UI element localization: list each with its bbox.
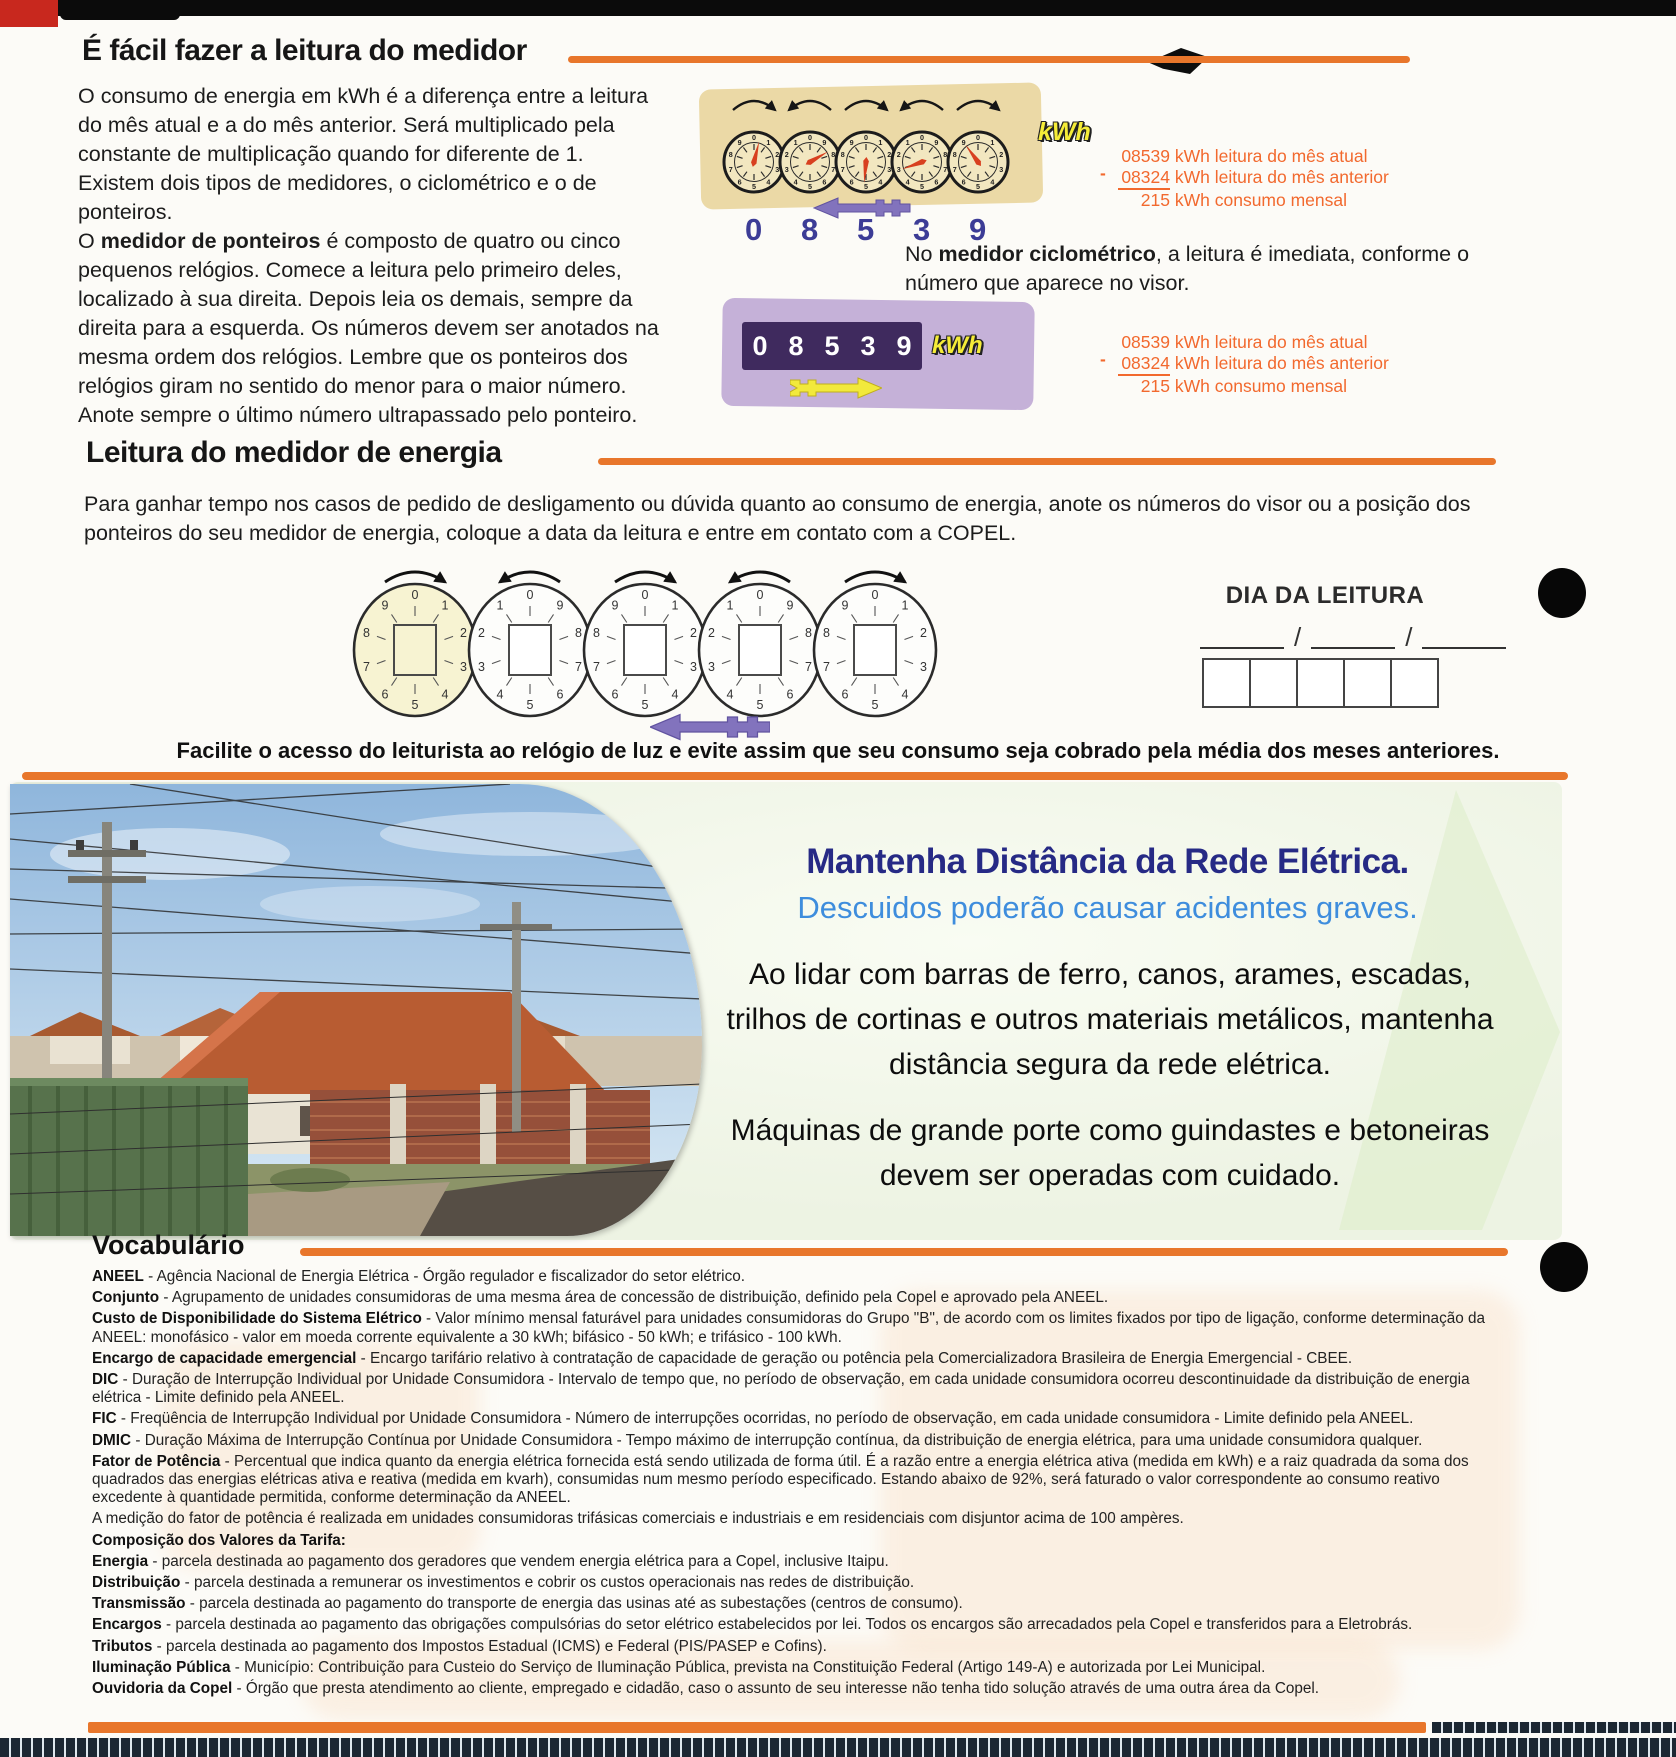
right-arrow-icon — [790, 376, 882, 400]
vocab-entry: A medição do fator de potência é realizada em unidades consumidoras trifásicas comerciais e industriais e em residenciais com disjuntor acima de 100 ampères. — [92, 1510, 1184, 1528]
digit-box — [1251, 660, 1298, 706]
svg-text:3: 3 — [690, 659, 697, 674]
reading-day-label: DIA DA LEITURA — [1225, 582, 1425, 609]
svg-text:1: 1 — [901, 598, 909, 613]
dial-digit: 5 — [857, 212, 875, 247]
dial-digit: 0 — [745, 212, 763, 247]
svg-text:6: 6 — [849, 177, 854, 187]
svg-text:4: 4 — [990, 177, 995, 187]
vocab-entry: Encargos - parcela destinada ao pagamento das obrigações compulsórias do setor elétrico estabelecidos por lei. Todos os encargos são arrecadados pela Copel e transferidos para a Eletrobrás. — [92, 1616, 1413, 1634]
svg-text:8: 8 — [805, 626, 812, 641]
svg-text:8: 8 — [823, 626, 830, 641]
svg-text:3: 3 — [708, 659, 715, 674]
svg-text:7: 7 — [805, 659, 812, 674]
calc-label: kWh leitura do mês anterior — [1174, 353, 1389, 373]
svg-text:9: 9 — [381, 598, 389, 613]
date-blank-segment — [1200, 625, 1284, 649]
svg-text:8: 8 — [728, 150, 733, 160]
svg-text:4: 4 — [671, 687, 679, 702]
scan-edge-bottom — [0, 1738, 1676, 1757]
vocab-entry: ANEEL - Agência Nacional de Energia Elétrica - Órgão regulador e fiscalizador do setor elétrico. — [92, 1268, 745, 1285]
svg-text:9: 9 — [961, 137, 966, 147]
dial-digit: 8 — [801, 212, 819, 247]
digit-box — [1392, 660, 1437, 706]
vocab-entry: Distribuição - parcela destinada a remunerar os investimentos e cobrir os custos operacionais nas redes de distribuição. — [92, 1574, 915, 1592]
svg-text:6: 6 — [841, 687, 849, 702]
calc-label: kWh consumo mensal — [1174, 376, 1348, 396]
svg-text:4: 4 — [793, 177, 798, 187]
svg-text:5: 5 — [752, 182, 756, 192]
svg-text:0: 0 — [752, 133, 756, 143]
svg-text:2: 2 — [784, 150, 789, 160]
svg-text:8: 8 — [831, 150, 836, 160]
svg-text:7: 7 — [823, 659, 830, 674]
minus-sign: - — [1100, 163, 1106, 183]
consumption-result: 215 — [1140, 376, 1170, 396]
scan-red-mark — [0, 0, 58, 27]
svg-text:9: 9 — [737, 137, 742, 147]
reading-previous: 08324 — [1118, 353, 1170, 376]
svg-text:5: 5 — [976, 182, 980, 192]
section1-title-rule — [568, 56, 1410, 63]
powerline-photo — [10, 784, 702, 1236]
svg-text:2: 2 — [887, 150, 892, 160]
date-blank-segment — [1422, 625, 1506, 649]
svg-text:2: 2 — [775, 150, 780, 160]
dial-digit: 9 — [969, 212, 987, 247]
svg-text:1: 1 — [990, 137, 995, 147]
svg-text:0: 0 — [641, 588, 649, 602]
svg-text:5: 5 — [920, 182, 924, 192]
section2-title: Leitura do medidor de energia — [86, 436, 502, 469]
cyclometer-digit: 3 — [860, 330, 876, 361]
calc-label: kWh leitura do mês atual — [1174, 332, 1368, 352]
cyclometer-digit: 5 — [824, 330, 840, 361]
pointer-dial-meter-illustration — [718, 90, 1048, 202]
svg-text:0: 0 — [526, 588, 534, 602]
safety-subtitle: Descuidos poderão causar acidentes graves. — [797, 890, 1418, 925]
vocab-entry: DIC - Duração de Interrupção Individual por Unidade Consumidora - Intervalo de tempo que, no período de observação, em cada unidade consumidora ocorreu descontinuidade da distribuição de energia elétrica - Limite definido pela ANEEL. — [92, 1371, 1470, 1407]
svg-text:4: 4 — [496, 687, 504, 702]
svg-text:0: 0 — [411, 588, 419, 602]
blank-dials-illustration — [352, 556, 942, 724]
svg-text:3: 3 — [887, 165, 892, 175]
svg-text:7: 7 — [831, 165, 836, 175]
vocab-entry: Energia - parcela destinada ao pagamento dos geradores que vendem energia elétrica para a Copel, inclusive Itaipu. — [92, 1552, 889, 1570]
meter-access-caption: Facilite o acesso do leiturista ao relógio de luz e evite assim que seu consumo seja cobrado pela média dos meses anteriores. — [176, 738, 1500, 763]
svg-text:6: 6 — [961, 177, 966, 187]
reading-date-line — [1200, 618, 1506, 652]
bold-term: medidor ciclométrico — [938, 242, 1156, 266]
svg-text:8: 8 — [575, 626, 582, 641]
svg-text:6: 6 — [556, 687, 564, 702]
svg-text:6: 6 — [934, 177, 939, 187]
vocab-entry: Tributos - parcela destinada ao pagamento dos Impostos Estadual (ICMS) e Federal (PIS/PASEP e Cofins). — [92, 1637, 827, 1655]
svg-text:0: 0 — [920, 133, 924, 143]
date-slash: / — [1294, 622, 1302, 652]
calc-row — [1118, 332, 1389, 353]
kwh-unit-label: kWh — [932, 332, 983, 359]
cyclometer-digit: 9 — [896, 330, 912, 361]
svg-text:0: 0 — [756, 588, 764, 602]
svg-text:8: 8 — [952, 150, 957, 160]
svg-text:8: 8 — [840, 150, 845, 160]
svg-text:2: 2 — [478, 626, 485, 641]
digit-box — [1345, 660, 1392, 706]
paragraph: No medidor ciclométrico, a leitura é imediata, conforme o número que aparece no visor. — [905, 242, 1470, 295]
vocab-entry: Ouvidoria da Copel - Órgão que presta atendimento ao cliente, empregado e cidadão, caso o assunto de seu interesse não tenha tido solução através de uma outra área da Copel. — [92, 1680, 1320, 1698]
svg-text:0: 0 — [808, 133, 812, 143]
svg-text:1: 1 — [726, 598, 734, 613]
reading-current: 08539 — [1121, 332, 1170, 352]
vocab-title-rule — [300, 1248, 1508, 1256]
svg-text:3: 3 — [920, 659, 927, 674]
svg-text:6: 6 — [611, 687, 619, 702]
svg-text:9: 9 — [841, 598, 849, 613]
svg-text:4: 4 — [878, 177, 883, 187]
vocab-list — [92, 1268, 1496, 1701]
safety-title: Mantenha Distância da Rede Elétrica. — [806, 842, 1409, 881]
svg-text:9: 9 — [849, 137, 854, 147]
svg-text:8: 8 — [363, 626, 370, 641]
kwh-unit-label: kWh — [1038, 118, 1091, 146]
vocab-entry: DMIC - Duração Máxima de Interrupção Contínua por Unidade Consumidora - Tempo máximo de interrupção contínua, da distribuição de energia elétrica, para uma unidade consumidora qualquer. — [92, 1431, 1423, 1449]
svg-text:3: 3 — [775, 165, 780, 175]
vocab-entry: FIC - Freqüência de Interrupção Individual por Unidade Consumidora - Número de interrupções ocorridas, no período de observação, em cada unidade consumidora - Limite definido pela ANEEL. — [92, 1410, 1414, 1428]
svg-text:4: 4 — [441, 687, 449, 702]
svg-text:7: 7 — [728, 165, 733, 175]
calc-row — [1118, 376, 1389, 397]
svg-text:5: 5 — [641, 698, 649, 712]
svg-text:2: 2 — [896, 150, 901, 160]
vocab-entry: Composição dos Valores da Tarifa: — [92, 1531, 346, 1549]
svg-text:9: 9 — [611, 598, 619, 613]
calc-row — [1118, 146, 1389, 167]
vocab-entry: Transmissão - parcela destinada ao pagamento do transporte de energia das usinas até as subestações (centros de consumo). — [92, 1595, 963, 1613]
scan-edge-top — [0, 0, 1676, 16]
consumption-result: 215 — [1140, 190, 1170, 210]
bottom-dash-strip-right — [1432, 1722, 1676, 1733]
svg-text:1: 1 — [878, 137, 883, 147]
paragraph: O medidor de ponteiros é composto de quatro ou cinco pequenos relógios. Comece a leitura pelo primeiro deles, localizado à sua direita. Depois leia os demais, sempre da direita para a esquerda. Os números devem ser anotados na mesma ordem dos relógios. Lembre que os ponteiros dos relógios giram no sentido do menor para o maior número. Anote sempre o último número ultrapassado pelo ponteiro. — [78, 229, 659, 427]
digit-box — [1298, 660, 1345, 706]
reading-previous: 08324 — [1118, 167, 1170, 190]
dial-digit: 3 — [913, 212, 931, 247]
consumption-calculation-1 — [1100, 146, 1389, 211]
svg-text:6: 6 — [737, 177, 742, 187]
svg-text:1: 1 — [905, 137, 910, 147]
svg-text:7: 7 — [363, 659, 370, 674]
svg-text:5: 5 — [808, 182, 812, 192]
vocab-entry: Encargo de capacidade emergencial - Encargo tarifário relativo à contratação de capacidade de geração ou potência pela Comercializadora Brasileira de Energia Emergencial - CBEE. — [92, 1349, 1353, 1367]
calc-row — [1100, 349, 1389, 376]
svg-text:5: 5 — [864, 182, 868, 192]
safety-paragraph-1: Ao lidar com barras de ferro, canos, arames, escadas, trilhos de cortinas e outros materiais metálicos, mantenha distância segura da rede elétrica. — [726, 958, 1494, 1081]
vocab-entry: Conjunto - Agrupamento de unidades consumidoras de uma mesma área de concessão de distribuição, definido pela Copel e aprovado pela ANEEL. — [92, 1289, 1109, 1307]
cyclometer-digit: 0 — [752, 330, 768, 361]
reading-current: 08539 — [1121, 146, 1170, 166]
cyclometer-digit: 8 — [788, 330, 804, 361]
svg-text:5: 5 — [526, 698, 534, 712]
cyclometric-note — [905, 240, 1485, 298]
vocab-title: Vocabulário — [92, 1230, 245, 1260]
svg-text:9: 9 — [822, 137, 827, 147]
svg-text:3: 3 — [784, 165, 789, 175]
svg-text:7: 7 — [840, 165, 845, 175]
cyclometric-display — [742, 322, 922, 370]
svg-text:2: 2 — [690, 626, 697, 641]
digit-box — [1204, 660, 1251, 706]
hole-punch-mark — [1538, 568, 1586, 618]
svg-text:0: 0 — [976, 133, 980, 143]
svg-text:2: 2 — [920, 626, 927, 641]
paragraph: O consumo de energia em kWh é a diferença entre a leitura do mês atual e a do mês anterior. Será multiplicado pela constante de multiplicação quando for diferente de 1. — [78, 84, 649, 166]
svg-text:3: 3 — [999, 165, 1004, 175]
svg-text:6: 6 — [786, 687, 794, 702]
svg-text:7: 7 — [593, 659, 600, 674]
vocab-entry: Iluminação Pública - Município: Contribuição para Custeio do Serviço de Iluminação Pública, prevista na Constituição Federal (Artigo 149-A) e autorizada por Lei Municipal. — [92, 1658, 1266, 1676]
calc-label: kWh leitura do mês anterior — [1174, 167, 1389, 187]
vocab-entry: Custo de Disponibilidade do Sistema Elétrico - Valor mínimo mensal faturável para unidades consumidoras do Grupo "B", de acordo com os limites fixados por tipo de ligação, conforme determinação da ANEEL: monofásico - valor em moeda corrente equivalente a 30 kWh; bifásico - 50 kWh; e trifásico - 100 kWh. — [92, 1310, 1485, 1346]
calc-label: kWh consumo mensal — [1174, 190, 1348, 210]
consumption-calculation-2 — [1100, 332, 1389, 397]
hole-punch-mark — [1540, 1242, 1588, 1292]
section1-paragraphs — [78, 82, 670, 430]
safety-paragraph-2: Máquinas de grande porte como guindastes e betoneiras devem ser operadas com cuidado. — [730, 1114, 1490, 1192]
paragraph: Existem dois tipos de medidores, o ciclométrico e o de ponteiros. — [78, 171, 597, 224]
svg-text:6: 6 — [381, 687, 389, 702]
calc-row — [1118, 190, 1389, 211]
svg-text:0: 0 — [871, 588, 879, 602]
divider-rule — [22, 772, 1568, 780]
svg-text:4: 4 — [901, 687, 909, 702]
bold-term: medidor de ponteiros — [100, 229, 321, 253]
svg-text:9: 9 — [786, 598, 794, 613]
svg-text:4: 4 — [905, 177, 910, 187]
svg-text:6: 6 — [822, 177, 827, 187]
date-slash: / — [1405, 622, 1413, 652]
bottom-orange-bar — [88, 1722, 1426, 1733]
svg-text:1: 1 — [766, 137, 771, 147]
svg-text:4: 4 — [726, 687, 734, 702]
svg-text:3: 3 — [478, 659, 485, 674]
svg-text:3: 3 — [896, 165, 901, 175]
svg-text:1: 1 — [496, 598, 504, 613]
scan-edge-bump — [60, 14, 180, 20]
reading-digit-boxes — [1202, 658, 1439, 708]
section1-title: É fácil fazer a leitura do medidor — [82, 34, 527, 67]
svg-text:1: 1 — [441, 598, 449, 613]
svg-text:5: 5 — [756, 698, 764, 712]
svg-text:8: 8 — [593, 626, 600, 641]
svg-text:9: 9 — [934, 137, 939, 147]
svg-text:3: 3 — [460, 659, 467, 674]
svg-text:5: 5 — [411, 698, 419, 712]
section2-title-rule — [598, 458, 1496, 465]
date-blank-segment — [1311, 625, 1395, 649]
svg-text:7: 7 — [952, 165, 957, 175]
svg-text:1: 1 — [671, 598, 679, 613]
calc-label: kWh leitura do mês atual — [1174, 146, 1368, 166]
svg-text:7: 7 — [575, 659, 582, 674]
calc-row — [1100, 163, 1389, 190]
svg-text:1: 1 — [793, 137, 798, 147]
svg-text:2: 2 — [460, 626, 467, 641]
svg-text:8: 8 — [943, 150, 948, 160]
svg-text:9: 9 — [556, 598, 564, 613]
svg-text:2: 2 — [708, 626, 715, 641]
svg-text:7: 7 — [943, 165, 948, 175]
vocab-entry: Fator de Potência - Percentual que indica quanto da energia elétrica fornecida está sendo utilizada de forma útil. É a razão entre a energia elétrica ativa (medida em kWh) e a raiz quadrada da soma dos quadrados das energias elétricas ativa e reativa (medida em kvarh), consumidas num mesmo período especificado. Estando abaixo de 92%, será faturado o valor correspondente ao consumo reativo excedente à quantidade permitida, conforme determinação da ANEEL. — [92, 1452, 1469, 1507]
svg-text:2: 2 — [999, 150, 1004, 160]
svg-text:0: 0 — [864, 133, 868, 143]
section2-paragraph: Para ganhar tempo nos casos de pedido de desligamento ou dúvida quanto ao consumo de energia, anote os números do visor ou a posição dos ponteiros do seu medidor de energia, coloque a data da leitura e entre em contato com a COPEL. — [84, 492, 1471, 545]
svg-text:5: 5 — [871, 698, 879, 712]
minus-sign: - — [1100, 349, 1106, 369]
svg-text:4: 4 — [766, 177, 771, 187]
